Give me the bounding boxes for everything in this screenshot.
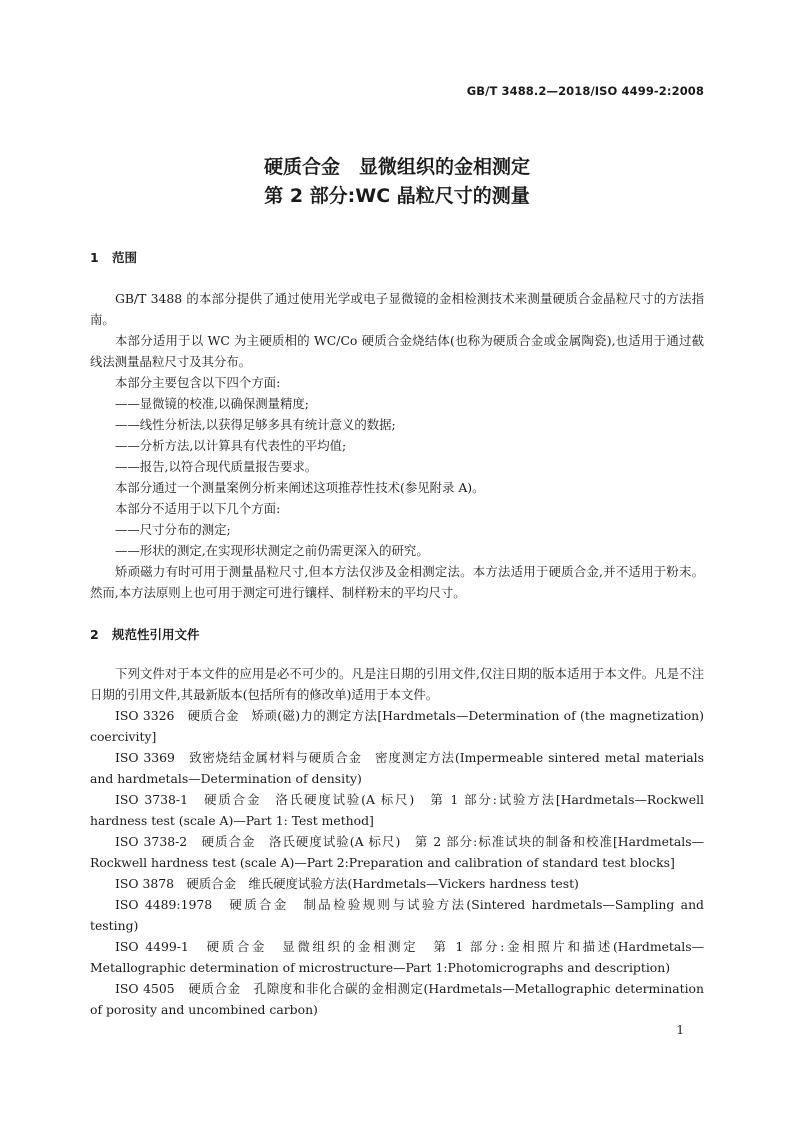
page-number: 1 (676, 1023, 684, 1037)
section1-title: 范围 (112, 250, 138, 265)
section2-heading (90, 625, 200, 643)
document-title-line1: 硬质合金 显微组织的金相测定 (263, 156, 530, 178)
section2-number: 2 (90, 627, 99, 642)
paragraph: 本部分主要包含以下四个方面: (115, 375, 281, 390)
reference-item: ISO 3369 致密烧结金属材料与硬质合金 密度测定方法(Impermeable sintered metal materials and hardmetals—Determination of density) (90, 750, 704, 786)
document-title-line2: 第 2 部分:WC 晶粒尺寸的测量 (264, 185, 530, 207)
list-item: ——尺寸分布的测定; (115, 522, 231, 537)
list-item: ——分析方法,以计算具有代表性的平均值; (115, 438, 347, 453)
section1-body (90, 288, 704, 603)
list-item: ——形状的测定,在实现形状测定之前仍需更深入的研究。 (115, 543, 429, 558)
paragraph: 下列文件对于本文件的应用是必不可少的。凡是注日期的引用文件,仅注日期的版本适用于本文件。凡是不注日期的引用文件,其最新版本(包括所有的修改单)适用于本文件。 (90, 666, 704, 702)
section1-heading (90, 248, 137, 266)
reference-item: ISO 3326 硬质合金 矫顽(磁)力的测定方法[Hardmetals—Determination of (the magnetization) coercivity] (90, 708, 704, 744)
paragraph: 本部分不适用于以下几个方面: (115, 501, 281, 516)
paragraph: GB/T 3488 的本部分提供了通过使用光学或电子显微镜的金相检测技术来测量硬质合金晶粒尺寸的方法指南。 (90, 291, 704, 327)
section2-body (90, 663, 704, 1020)
section2-title: 规范性引用文件 (112, 627, 200, 642)
paragraph: 本部分通过一个测量案例分析来阐述这项推荐性技术(参见附录 A)。 (115, 480, 485, 495)
reference-item: ISO 4505 硬质合金 孔隙度和非化合碳的金相测定(Hardmetals—Metallographic determination of porosity and uncombined carbon) (90, 981, 704, 1017)
list-item: ——线性分析法,以获得足够多具有统计意义的数据; (115, 417, 396, 432)
section1-number: 1 (90, 250, 99, 265)
list-item: ——报告,以符合现代质量报告要求。 (115, 459, 318, 474)
reference-item: ISO 4489:1978 硬质合金 制品检验规则与试验方法(Sintered hardmetals—Sampling and testing) (90, 897, 704, 933)
list-item: ——显微镜的校准,以确保测量精度; (115, 396, 309, 411)
standard-code: GB/T 3488.2—2018/ISO 4499-2:2008 (466, 84, 704, 98)
reference-item: ISO 3738-2 硬质合金 洛氏硬度试验(A 标尺) 第 2 部分:标准试块的制备和校准[Hardmetals—Rockwell hardness test (scale A)—Part 2:Preparation and calibration of standard test blocks] (90, 834, 704, 870)
reference-item: ISO 3878 硬质合金 维氏硬度试验方法(Hardmetals—Vickers hardness test) (115, 876, 579, 891)
reference-item: ISO 4499-1 硬质合金 显微组织的金相测定 第 1 部分:金相照片和描述(Hardmetals—Metallographic determination of microstructure—Part 1:Photomicrographs and description) (90, 939, 704, 975)
paragraph: 本部分适用于以 WC 为主硬质相的 WC/Co 硬质合金烧结体(也称为硬质合金或金属陶瓷),也适用于通过截线法测量晶粒尺寸及其分布。 (90, 333, 704, 369)
paragraph: 矫顽磁力有时可用于测量晶粒尺寸,但本方法仅涉及金相测定法。本方法适用于硬质合金,并不适用于粉末。然而,本方法原则上也可用于测定可进行镶样、制样粉末的平均尺寸。 (90, 564, 704, 600)
reference-item: ISO 3738-1 硬质合金 洛氏硬度试验(A 标尺) 第 1 部分:试验方法[Hardmetals—Rockwell hardness test (scale A)—Part 1: Test method] (90, 792, 704, 828)
